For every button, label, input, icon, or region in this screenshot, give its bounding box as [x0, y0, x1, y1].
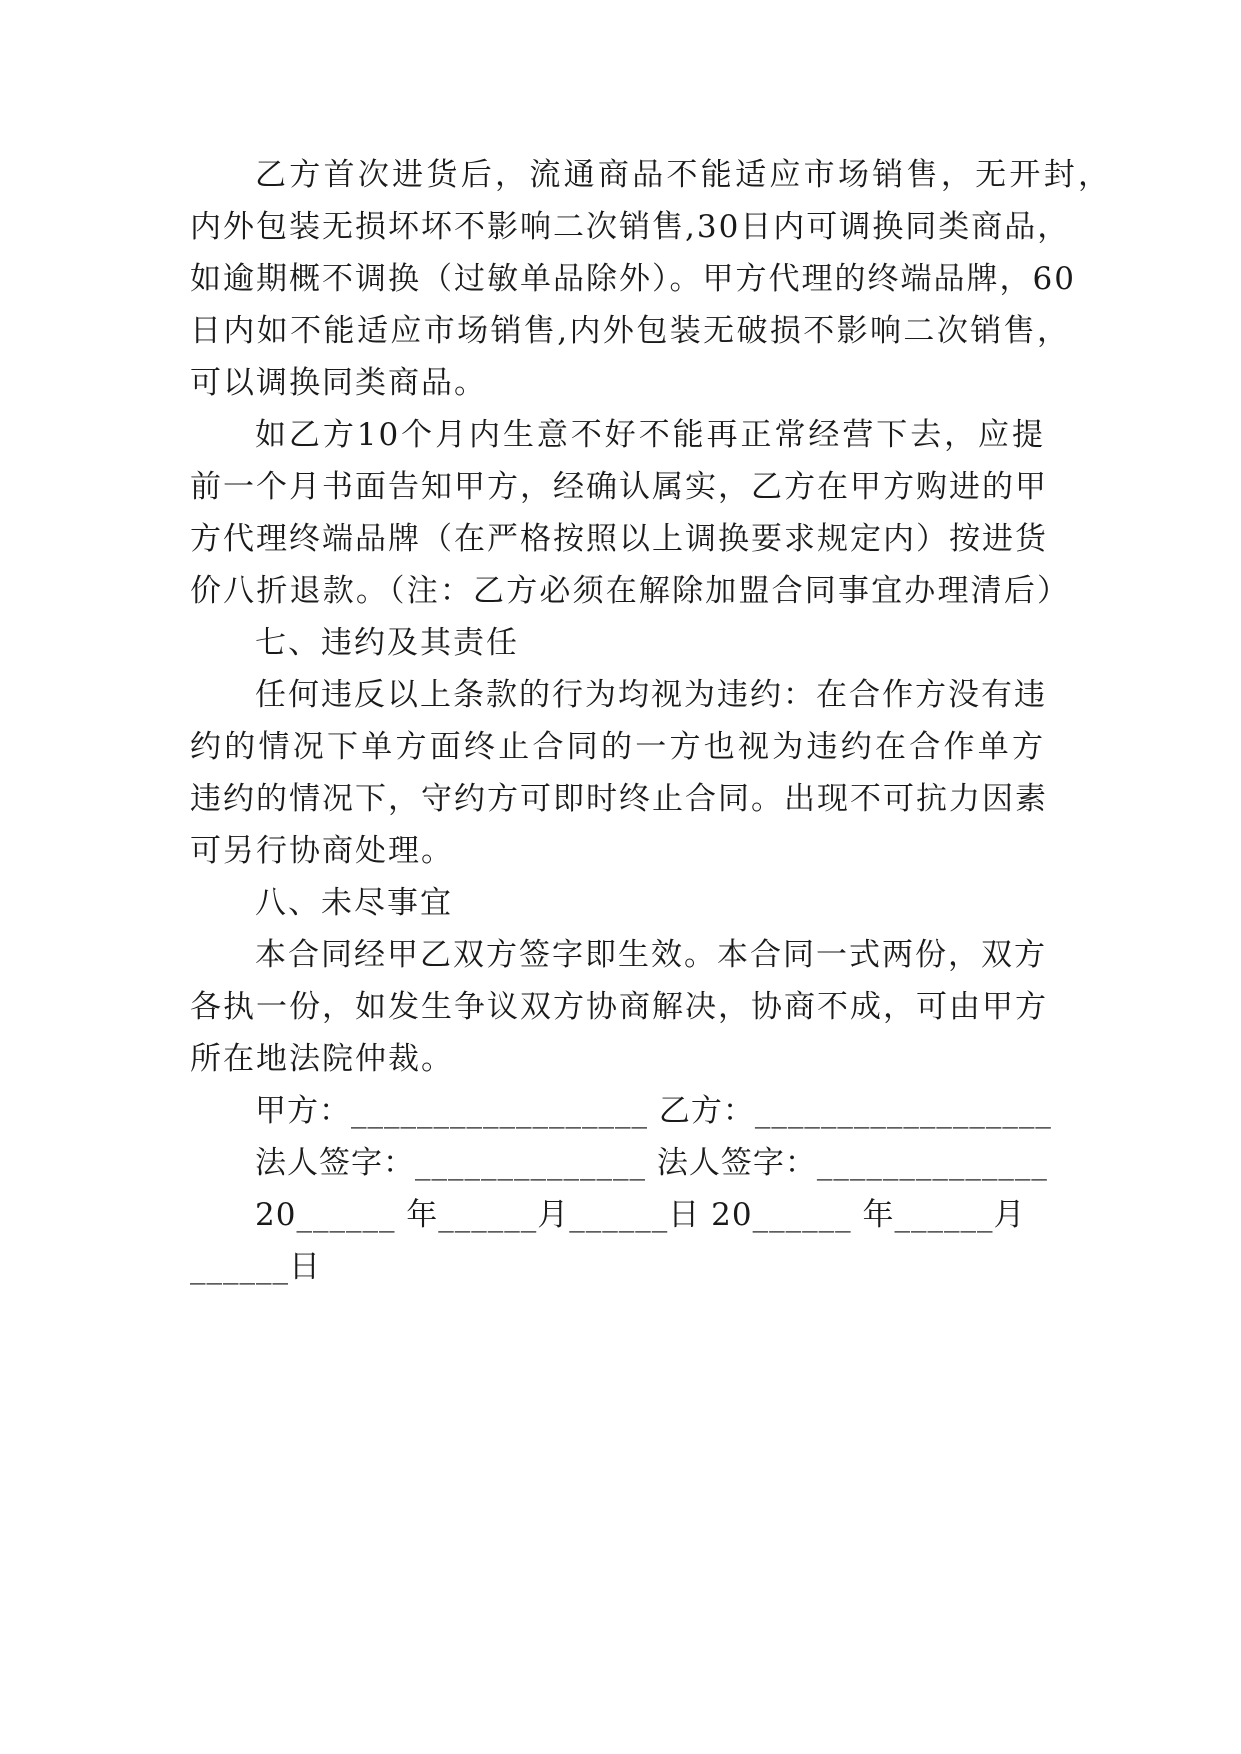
- paragraph-line: 可另行协商处理。: [190, 833, 454, 869]
- signature-line-date: 20______ 年______月______日 20______ 年______月: [255, 1197, 1026, 1233]
- paragraph-line: 乙方首次进货后，流通商品不能适应市场销售，无开封，: [255, 157, 1111, 193]
- paragraph-line: 可以调换同类商品。: [190, 365, 487, 401]
- paragraph-line: 如乙方10个月内生意不好不能再正常经营下去，应提: [255, 417, 1045, 453]
- paragraph-line: 各执一份，如发生争议双方协商解决，协商不成，可由甲方: [190, 989, 1048, 1025]
- paragraph-line: 价八折退款。（注：乙方必须在解除加盟合同事宜办理清后）: [190, 573, 1070, 609]
- paragraph-line: 本合同经甲乙双方签字即生效。本合同一式两份，双方: [255, 937, 1047, 973]
- paragraph-line: 日内如不能适应市场销售,内外包装无破损不影响二次销售，: [190, 313, 1070, 349]
- paragraph-line: 方代理终端品牌（在严格按照以上调换要求规定内）按进货: [190, 521, 1048, 557]
- paragraph-line: 如逾期概不调换（过敏单品除外）。甲方代理的终端品牌，60: [190, 261, 1076, 297]
- section-heading: 七、违约及其责任: [255, 625, 519, 661]
- signature-line-date-cont: ______日: [190, 1249, 321, 1285]
- paragraph-line: 任何违反以上条款的行为均视为违约：在合作方没有违: [255, 677, 1047, 713]
- paragraph-line: 前一个月书面告知甲方，经确认属实，乙方在甲方购进的甲: [190, 469, 1048, 505]
- paragraph-line: 违约的情况下，守约方可即时终止合同。出现不可抗力因素: [190, 781, 1048, 817]
- paragraph-line: 内外包装无损坏坏不影响二次销售,30日内可调换同类商品，: [190, 209, 1071, 245]
- paragraph-line: 约的情况下单方面终止合同的一方也视为违约在合作单方: [190, 729, 1045, 765]
- paragraph-line: 所在地法院仲裁。: [190, 1041, 454, 1077]
- section-heading: 八、未尽事宜: [255, 885, 453, 921]
- signature-line-party: 甲方：__________________ 乙方：__________________: [255, 1093, 1052, 1129]
- signature-line-legal-rep: 法人签字：______________ 法人签字：______________: [255, 1145, 1048, 1181]
